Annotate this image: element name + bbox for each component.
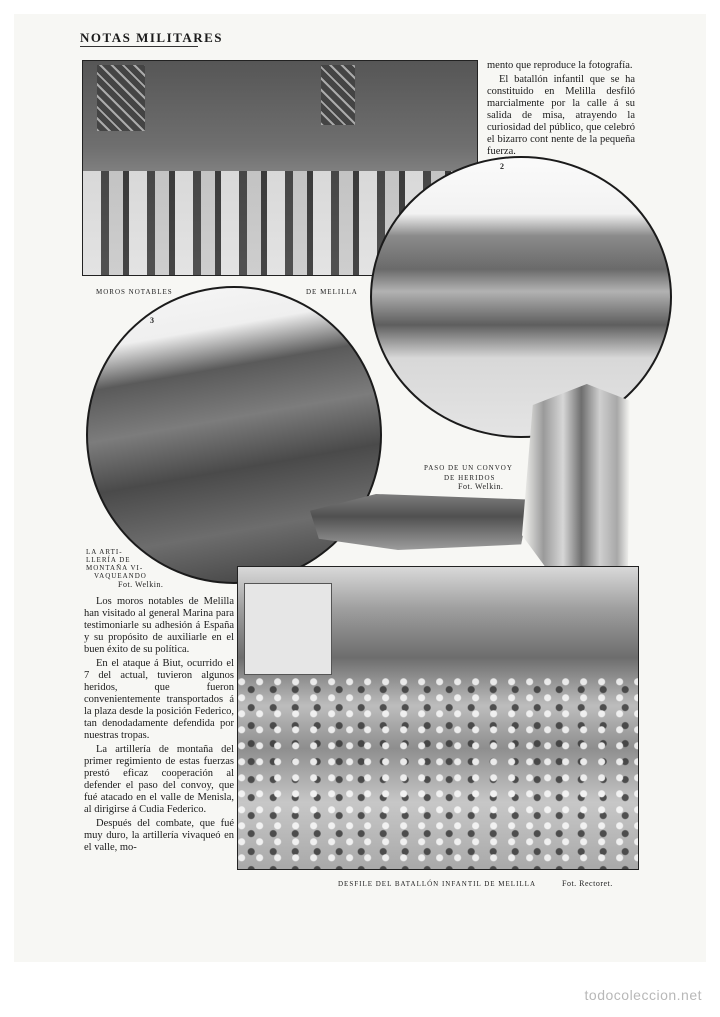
photo-desfile-batallon <box>237 566 639 870</box>
photo-convoy <box>370 156 672 438</box>
window-grille <box>321 65 355 125</box>
house <box>244 583 332 675</box>
watermark-logo: todocoleccion.net <box>584 987 702 1003</box>
paragraph: La artillería de montaña del primer regimiento de estas fuerzas prestó eficaz cooperación al defender el paso del convoy, que fué atacado en el valle de Menisla, al dirigirse á Cudia Federico. <box>84 744 234 815</box>
caption-convoy-line1: PASO DE UN CONVOY <box>424 464 513 472</box>
credit-convoy: Fot. Welkin. <box>458 482 504 491</box>
paragraph: En el ataque á Biut, ocurrido el 7 del actual, tuvieron algunos heridos, que fueron convenientemente transportados á la plaza desde la posición Federico, tan denodadamente defendida por nuestras tropas. <box>84 658 234 741</box>
parade-crowd <box>238 677 638 869</box>
article-text-right <box>487 60 635 160</box>
paragraph: Los moros notables de Melilla han visitado al general Marina para testimoniarle su adhesión á España y su propósito de auxiliarle en el buen éxito de su política. <box>84 596 234 655</box>
caption-art-line2: LLERÍA DE <box>86 556 131 564</box>
credit-desfile: Fot. Rectoret. <box>562 879 613 888</box>
caption-convoy-line2: DE HERIDOS <box>444 474 496 482</box>
credit-artilleria: Fot. Welkin. <box>118 580 164 589</box>
photo-number: 2 <box>500 162 504 171</box>
caption-desfile: DESFILE DEL BATALLÓN INFANTIL DE MELILLA <box>338 880 537 888</box>
caption-art-line4: VAQUEANDO <box>94 572 147 580</box>
paragraph: El batallón infantil que se ha constituido en Melilla desfiló marcialmente por la calle á su salida de misa, atrayendo la curiosidad del público, que celebró el bizarro cont nente de la pequeña fuerza. <box>487 74 635 157</box>
paragraph: Después del combate, que fué muy duro, la artillería vivaqueó en el valle, mo- <box>84 818 234 853</box>
page-title: NOTAS MILITARES <box>80 30 224 45</box>
article-text-left <box>84 596 234 856</box>
caption-moros-right: DE MELILLA <box>306 288 358 296</box>
window-grille <box>97 65 145 131</box>
paragraph: mento que reproduce la fotografía. <box>487 60 633 71</box>
caption-art-line1: LA ARTI- <box>86 548 123 556</box>
photo-number: 3 <box>150 316 154 325</box>
title-underline <box>80 46 198 47</box>
caption-art-line3: MONTAÑA VI- <box>86 564 144 572</box>
caption-moros-left: MOROS NOTABLES <box>96 288 173 296</box>
